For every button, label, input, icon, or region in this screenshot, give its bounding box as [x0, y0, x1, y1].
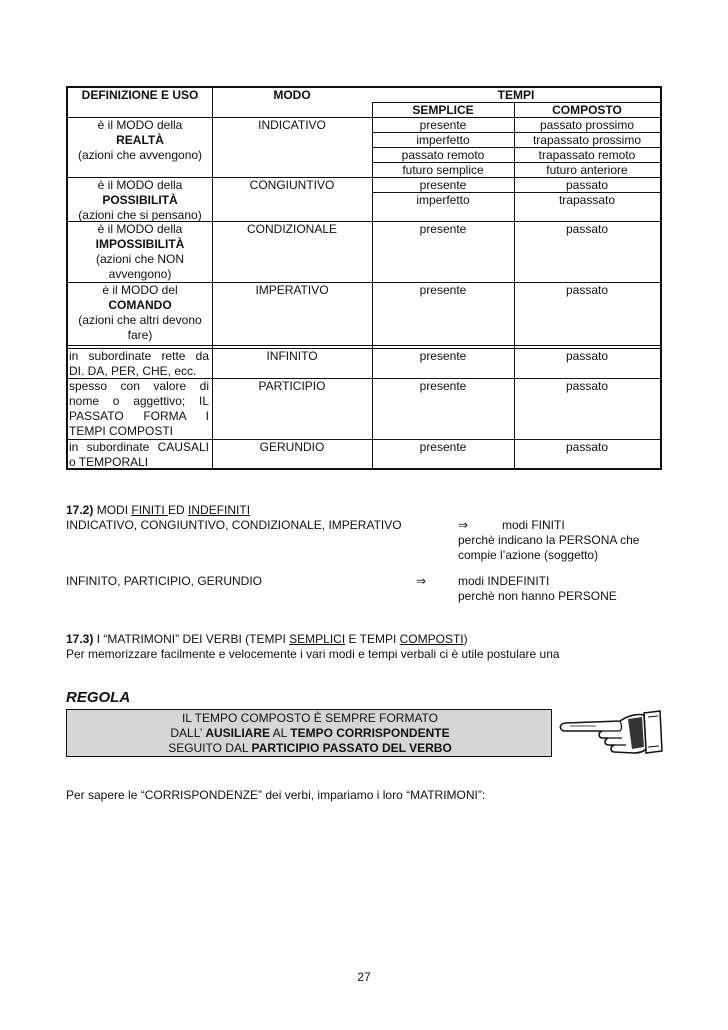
finite-modes-list: INDICATIVO, CONGIUNTIVO, CONDIZIONALE, IMPERATIVO: [66, 518, 402, 532]
simple-tense: presente: [419, 283, 467, 297]
rule-line-2: [67, 726, 553, 741]
heading-text: INDEFINITI: [188, 503, 251, 517]
heading-text: FINITI: [131, 503, 169, 517]
simple-tense: passato remoto: [401, 148, 485, 162]
page-number: 27: [357, 970, 371, 984]
rule-text: AUSILIARE: [205, 726, 270, 740]
finite-label: modi FINITI: [502, 518, 565, 532]
mode-name: IMPERATIVO: [255, 283, 329, 297]
column-divider: [212, 88, 213, 468]
rule-line-3: [67, 741, 553, 756]
header-simple: SEMPLICE: [412, 103, 474, 117]
heading-text: MODI: [93, 503, 132, 517]
mode-name: INDICATIVO: [258, 118, 326, 132]
section-heading-17-3: [66, 632, 468, 647]
definition-text: (azioni che si pensano): [78, 208, 202, 222]
rule-text: DALL’: [170, 726, 206, 740]
heading-text: ): [463, 632, 468, 646]
definition-text: (azioni che altri devono: [78, 313, 202, 327]
simple-tense: imperfetto: [416, 133, 470, 147]
arrow-icon: ⇒: [458, 518, 469, 532]
definition-text: DI. DA, PER, CHE, ecc.: [69, 364, 197, 378]
simple-tense: presente: [419, 440, 467, 454]
definition-text: è il MODO della: [97, 178, 183, 192]
mode-name: CONGIUNTIVO: [249, 178, 335, 192]
definition-text: è il MODO della: [97, 222, 183, 236]
rule-line-1: IL TEMPO COMPOSTO È SEMPRE FORMATO: [181, 711, 439, 725]
indefinite-label: modi INDEFINITI: [458, 574, 550, 588]
section-heading-17-2: [66, 503, 250, 518]
simple-tense: presente: [419, 178, 467, 192]
definition-keyword: IMPOSSIBILITÀ: [95, 237, 185, 251]
definition-text: nome o aggettivo; IL: [69, 394, 209, 408]
compound-tense: trapassato prossimo: [532, 133, 642, 147]
compound-tense: passato: [565, 440, 609, 454]
definition-text: TEMPI COMPOSTI: [69, 424, 174, 438]
heading-text: I “MATRIMONI” DEI VERBI (TEMPI: [93, 632, 290, 646]
rule-text: AL: [269, 726, 291, 740]
definition-text: avvengono): [108, 267, 172, 281]
heading-text: E TEMPI: [345, 632, 400, 646]
definition-text: in subordinate rette da: [69, 349, 209, 363]
mode-name: GERUNDIO: [259, 440, 325, 454]
section-intro: Per memorizzare facilmente e velocemente i vari modi e tempi verbali ci è utile postulare una: [66, 647, 560, 661]
definition-keyword: REALTÀ: [116, 133, 164, 147]
heading-text: SEMPLICI: [289, 632, 346, 646]
definition-text: è il MODO del: [102, 283, 178, 297]
header-tenses: TEMPI: [497, 88, 535, 102]
heading-text: COMPOSTI: [399, 632, 464, 646]
definition-text: fare): [127, 328, 153, 342]
finite-reason: compie l’azione (soggetto): [458, 548, 599, 562]
compound-tense: passato prossimo: [539, 118, 635, 132]
verb-modes-table: [66, 86, 662, 470]
compound-tense: passato: [565, 222, 609, 236]
simple-tense: presente: [419, 379, 467, 393]
pointing-hand-icon: [556, 707, 664, 759]
compound-tense: passato: [565, 349, 609, 363]
definition-keyword: POSSIBILITÀ: [102, 193, 178, 207]
definition-text: spesso con valore di: [69, 379, 209, 393]
header-compound: COMPOSTO: [552, 103, 622, 117]
heading-text: ED: [168, 503, 189, 517]
section-number: 17.3): [66, 632, 94, 646]
rule-box: [66, 709, 552, 757]
compound-tense: passato: [565, 178, 609, 192]
rule-text: TEMPO CORRISPONDENTE: [290, 726, 450, 740]
finite-reason: perchè indicano la PERSONA che: [458, 533, 640, 547]
definition-text: PASSATO FORMA I: [69, 409, 209, 423]
mode-name: PARTICIPIO: [258, 379, 326, 393]
compound-tense: passato: [565, 379, 609, 393]
rule-text: SEGUITO DAL: [168, 741, 252, 755]
rule-text: PARTICIPIO PASSATO DEL VERBO: [251, 741, 452, 755]
mode-name: CONDIZIONALE: [246, 222, 337, 236]
section-number: 17.2): [66, 503, 94, 517]
indefinite-modes-list: INFINITO, PARTICIPIO, GERUNDIO: [66, 574, 263, 588]
compound-tense: passato: [565, 283, 609, 297]
simple-tense: presente: [419, 118, 467, 132]
header-definition: DEFINIZIONE E USO: [81, 88, 199, 102]
definition-text: (azioni che NON: [95, 252, 185, 266]
mode-name: INFINITO: [266, 349, 318, 363]
definition-text: in subordinate CAUSALI: [69, 440, 209, 454]
simple-tense: futuro semplice: [402, 163, 484, 177]
compound-tense: trapassato remoto: [538, 148, 636, 162]
simple-tense: presente: [419, 349, 467, 363]
arrow-icon: ⇒: [416, 574, 427, 588]
simple-tense: imperfetto: [416, 193, 470, 207]
rule-heading: REGOLA: [66, 689, 131, 706]
definition-text: è il MODO della: [97, 118, 183, 132]
definition-keyword: COMANDO: [108, 298, 172, 312]
definition-text: (azioni che avvengono): [77, 148, 203, 162]
definition-text: o TEMPORALI: [69, 455, 149, 469]
indefinite-reason: perchè non hanno PERSONE: [458, 589, 617, 603]
simple-tense: presente: [419, 222, 467, 236]
compound-tense: trapassato: [558, 193, 616, 207]
compound-tense: futuro anteriore: [546, 163, 628, 177]
closing-sentence: Per sapere le “CORRISPONDENZE” dei verbi, impariamo i loro “MATRIMONI”:: [66, 788, 486, 802]
header-mode: MODO: [273, 88, 311, 102]
